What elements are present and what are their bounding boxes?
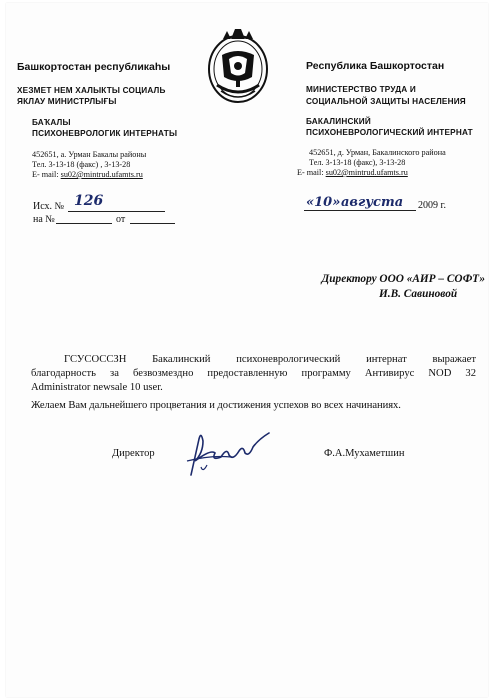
- header-left-address: 452651, а. Урман Бакалы районы: [32, 150, 147, 159]
- header-left-institution-line2: ПСИХОНЕВРОЛОГИК ИНТЕРНАТЫ: [32, 129, 178, 138]
- header-left-email-link[interactable]: su02@mintrud.ufamts.ru: [60, 170, 143, 179]
- signature-name: Ф.А.Мухаметшин: [324, 448, 405, 459]
- header-right-ministry-line2: СОЦИАЛЬНОЙ ЗАЩИТЫ НАСЕЛЕНИЯ: [306, 97, 466, 106]
- date-underline: [304, 210, 416, 211]
- body-paragraph1-line1: ГСУСОССЗН Бакалинский психоневрологический интернат выражает: [64, 354, 476, 365]
- header-right-address: 452651, д. Урман, Бакалинского района: [309, 148, 446, 157]
- header-left-institution-line1: БАҠАЛЫ: [32, 118, 71, 127]
- reference-from-label: от: [116, 214, 126, 225]
- body-paragraph1-line2: благодарность за безвозмездно предоставленную программу Антивирус NOD 32: [31, 368, 476, 379]
- date-year: 2009 г.: [418, 200, 446, 211]
- header-left-ministry-line1: ХЕЗМЕТ НЕМ ХАЛЫКТЫ СОЦИАЛЬ: [17, 86, 166, 95]
- header-left-ministry-line2: ЯКЛАУ МИНИСТРЛЫҒЫ: [17, 97, 117, 106]
- outgoing-number-value: 126: [74, 193, 104, 209]
- date-day: «10»: [306, 195, 341, 210]
- recipient-line1: Директору ООО «АИР – СОФТ»: [321, 273, 485, 285]
- reference-number-underline: [56, 223, 112, 224]
- signature-position: Директор: [112, 448, 155, 459]
- coat-of-arms-emblem: [203, 25, 273, 107]
- header-right-phone: Тел. 3-13-18 (факс), 3-13-28: [309, 158, 406, 167]
- header-right-ministry-line1: МИНИСТЕРСТВО ТРУДА И: [306, 85, 416, 94]
- reference-number-label: на №: [33, 214, 55, 225]
- signature-scribble: [181, 427, 276, 479]
- body-paragraph1-line3: Administrator newsale 10 user.: [31, 382, 163, 393]
- header-right-email-label: E- mail:: [297, 168, 324, 177]
- header-right-email-link[interactable]: su02@mintrud.ufamts.ru: [325, 168, 408, 177]
- recipient-line2: И.В. Савиновой: [379, 288, 458, 300]
- outgoing-number-label: Исх. №: [33, 201, 65, 212]
- header-right-institution-line2: ПСИХОНЕВРОЛОГИЧЕСКИЙ ИНТЕРНАТ: [306, 128, 473, 137]
- header-left-republic: Башкортостан республикаһы: [17, 61, 171, 73]
- header-left-phone: Тел. 3-13-18 (факс) , 3-13-28: [32, 160, 131, 169]
- letter-page: [6, 3, 488, 697]
- header-right-republic: Республика Башкортостан: [306, 60, 445, 72]
- header-right-institution-line1: БАКАЛИНСКИЙ: [306, 117, 371, 126]
- outgoing-number-underline: [68, 211, 165, 212]
- date-month: августа: [341, 195, 404, 210]
- reference-date-underline: [130, 223, 175, 224]
- header-left-email-row: [32, 170, 143, 180]
- header-right-email-row: [297, 168, 408, 178]
- header-left-email-label: E- mail:: [32, 170, 59, 179]
- body-paragraph2: Желаем Вам дальнейшего процветания и достижения успехов во всех начинаниях.: [31, 400, 401, 411]
